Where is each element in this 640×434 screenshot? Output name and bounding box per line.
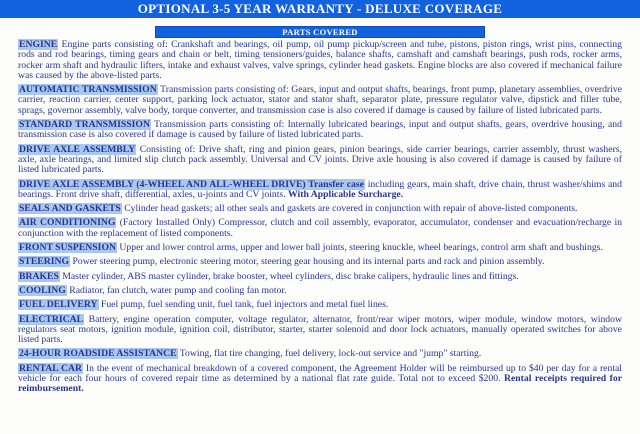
parts-covered-heading: PARTS COVERED [155,26,485,38]
section-label-roadside-assistance: 24-HOUR ROADSIDE ASSISTANCE [19,348,177,360]
section-cooling [18,286,622,296]
section-text-fuel-delivery: Fuel pump, fuel sending unit, fuel tank, fuel injectors and metal fuel lines. [100,299,389,311]
section-automatic-transmission [18,85,622,116]
section-drive-axle-assembly [18,145,622,176]
document-title-bar: OPTIONAL 3-5 YEAR WARRANTY - DELUXE COVERAGE [0,0,640,18]
section-standard-transmission [18,120,622,141]
section-text-standard-transmission: Transmission parts consisting of: Internally lubricated bearings, input and output shafts, gears, overdrive housing, and transmission case is also covered if damage is caused by failure of listed lubricated parts. [18,119,622,141]
section-label-drive-axle-assembly: DRIVE AXLE ASSEMBLY [19,143,136,155]
section-fuel-delivery [18,300,622,310]
section-text-drive-axle-assembly-4wd: including gears, main shaft, drive chain, thrust washer/shims and bearings. Front drive shaft, differential, axles, u-joints and CV joints. [18,178,622,200]
section-label-steering: STEERING [19,256,70,268]
section-label-seals-and-gaskets: SEALS AND GASKETS [19,203,121,215]
section-label-brakes: BRAKES [19,270,59,282]
section-text-roadside-assistance: Towing, flat tire changing, fuel delivery, lock-out service and "jump" starting. [179,348,482,360]
section-air-conditioning [18,218,622,239]
section-drive-axle-assembly-4wd [18,180,622,201]
parts-covered-bar-wrap [0,22,640,37]
section-label-standard-transmission: STANDARD TRANSMISSION [19,119,150,131]
section-steering [18,257,622,267]
section-text-electrical: Battery, engine operation computer, voltage regulator, alternator, front/rear wiper motors, wiper module, window motors, window regulators seat motors, ignition module, ignition coil, distributor, starter, starter solenoid and door lock actuators, manually operated switches for above listed parts. [18,313,622,346]
section-seals-and-gaskets [18,204,622,214]
section-label-air-conditioning: AIR CONDITIONING [19,217,116,229]
section-label-rental-car: RENTAL CAR [19,362,83,374]
section-label-front-suspension: FRONT SUSPENSION [19,242,116,254]
section-label-fuel-delivery: FUEL DELIVERY [19,299,98,311]
section-text-rental-car: In the event of mechanical breakdown of a covered component, the Agreement Holder will be reimbursed up to $40 per day for a rental vehicle for each four hours of covered repair time as determined by a national flat rate guide. Total not to exceed $200. [18,362,623,385]
section-label-electrical: ELECTRICAL [19,313,84,325]
section-electrical [18,315,622,346]
section-text-front-suspension: Upper and lower control arms, upper and lower ball joints, steering knuckle, wheel bearings, control arm shaft and bushings. [119,242,603,254]
section-roadside-assistance [18,349,622,359]
section-bold-note-drive-axle-assembly-4wd: With Applicable Surcharge. [288,188,404,200]
section-text-seals-and-gaskets: Cylinder head gaskets; all other seals and gaskets are covered in conjunction with repair of above-listed components. [124,203,578,215]
section-text-drive-axle-assembly: Consisting of: Drive shaft, ring and pinion gears, pinion bearings, side carrier bearings, carrier assembly, thrust washers, axle, axle bearings, and limited slip clutch pack assembly. Universal and CV joints. Drive axle housing is also covered if damage is caused by failure of listed lubricated parts. [18,143,622,176]
section-text-automatic-transmission: Transmission parts consisting of: Gears, input and output shafts, bearings, front pump, planetary assemblies, overdrive carrier, reaction carrier, center support, parking lock actuator, stator and stator shaft, separator plate, pressure regulator valve, dipstick and filler tube, sprags, governor assembly, valve body, torque converter, and transmission case is also covered if damage is caused by failure of listed lubricated parts. [18,84,622,116]
section-text-cooling: Radiator, fan clutch, water pump and cooling fan motor. [69,284,287,296]
section-label-engine: ENGINE [19,39,58,50]
parts-covered-list [0,34,640,395]
section-label-drive-axle-assembly-4wd: DRIVE AXLE ASSEMBLY (4-WHEEL AND ALL-WHEEL DRIVE) Transfer case [19,178,364,190]
section-front-suspension [18,243,622,253]
section-label-cooling: COOLING [19,284,66,296]
section-text-brakes: Master cylinder, ABS master cylinder, brake booster, wheel cylinders, disc brake calipers, hydraulic lines and fittings. [62,270,519,282]
section-text-air-conditioning: (Factory Installed Only) Compressor, clutch and coil assembly, evaporator, accumulator, condenser and evacuation/recharge in conjunction with the replacement of listed components. [18,217,623,239]
section-engine [18,40,622,81]
section-brakes [18,272,622,282]
section-text-engine: Engine parts consisting of: Crankshaft and bearings, oil pump, oil pump pickup/screen and tube, pistons, piston rings, wrist pins, connecting rods and rod bearings, timing gears and chain or belt, timing tensioners/guides, balance shafts, camshaft and camshaft bearings, push rods, rocker arms, rocker arm shaft and hydraulic lifters, intake and exhaust valves, valve springs, cylinder head gaskets. Engine blocks are also covered if mechanical failure was caused by the above-listed parts. [18,39,622,81]
section-bold-note-rental-car: Rental receipts required for reimbursement. [18,373,623,395]
section-label-automatic-transmission: AUTOMATIC TRANSMISSION [19,84,157,96]
section-text-steering: Power steering pump, electronic steering motor, steering gear housing and its internal parts and rack and pinion assembly. [72,256,545,268]
section-rental-car [18,364,622,395]
